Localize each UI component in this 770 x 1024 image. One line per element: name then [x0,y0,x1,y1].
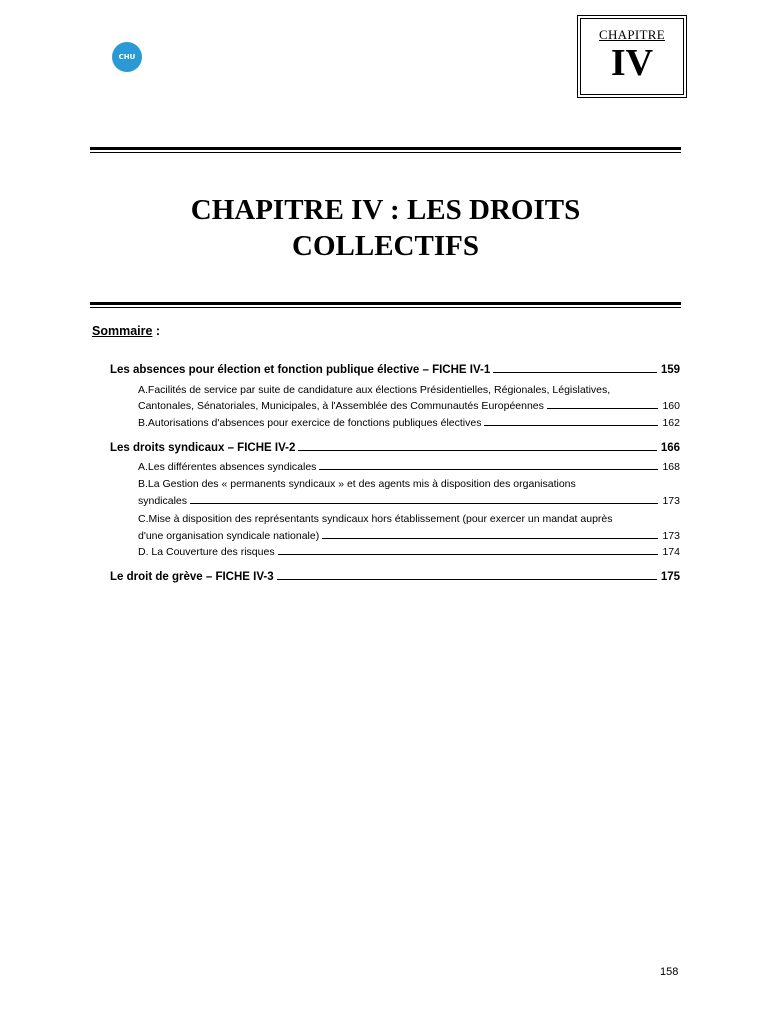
toc-entry-2d[interactable]: D. La Couverture des risques 174 [138,546,680,558]
top-rule [90,147,681,150]
toc-entry-2a[interactable]: A.Les différentes absences syndicales 168 [138,461,680,473]
leader-line [319,469,658,470]
summary-heading: Sommaire : [92,324,161,338]
chapter-label: CHAPITRE [599,27,665,42]
chapter-number: IV [610,42,654,84]
toc-entry-2b-line1[interactable]: B.La Gestion des « permanents syndicaux » et des agents mis à disposition des organisations [138,478,576,490]
leader-line [484,425,658,426]
toc-entry-1a-line1[interactable]: A.Facilités de service par suite de candidature aux élections Présidentielles, Régionales, Législatives, [138,384,611,396]
leader-line [298,450,656,451]
leader-line [547,408,659,409]
toc-entry-fiche-iv-2[interactable]: Les droits syndicaux – FICHE IV-2 166 [110,442,680,454]
leader-line [278,554,659,555]
toc-entry-fiche-iv-1[interactable]: Les absences pour élection et fonction publique élective – FICHE IV-1 159 [110,364,680,376]
toc-entry-2c-line1[interactable]: C.Mise à disposition des représentants syndicaux hors établissement (pour exercer un mandat auprès [138,513,613,525]
toc-entry-2b[interactable]: syndicales 173 [138,495,680,507]
toc-entry-1b[interactable]: B.Autorisations d'absences pour exercice de fonctions publiques électives 162 [138,417,680,429]
page-number: 158 [660,966,679,978]
toc-entry-1a[interactable]: Cantonales, Sénatoriales, Municipales, à l'Assemblée des Communautés Européennes 160 [138,400,680,412]
leader-line [322,538,658,539]
page-title: CHAPITRE IV : LES DROITS COLLECTIFS [190,194,581,262]
toc-entry-2c[interactable]: d'une organisation syndicale nationale) 173 [138,530,680,542]
bottom-rule [90,302,681,305]
chapter-box [580,18,684,95]
leader-line [277,579,657,580]
leader-line [190,503,658,504]
toc-entry-fiche-iv-3[interactable]: Le droit de grève – FICHE IV-3 175 [110,571,680,583]
leader-line [493,372,657,373]
chu-logo: CHU [112,42,142,72]
